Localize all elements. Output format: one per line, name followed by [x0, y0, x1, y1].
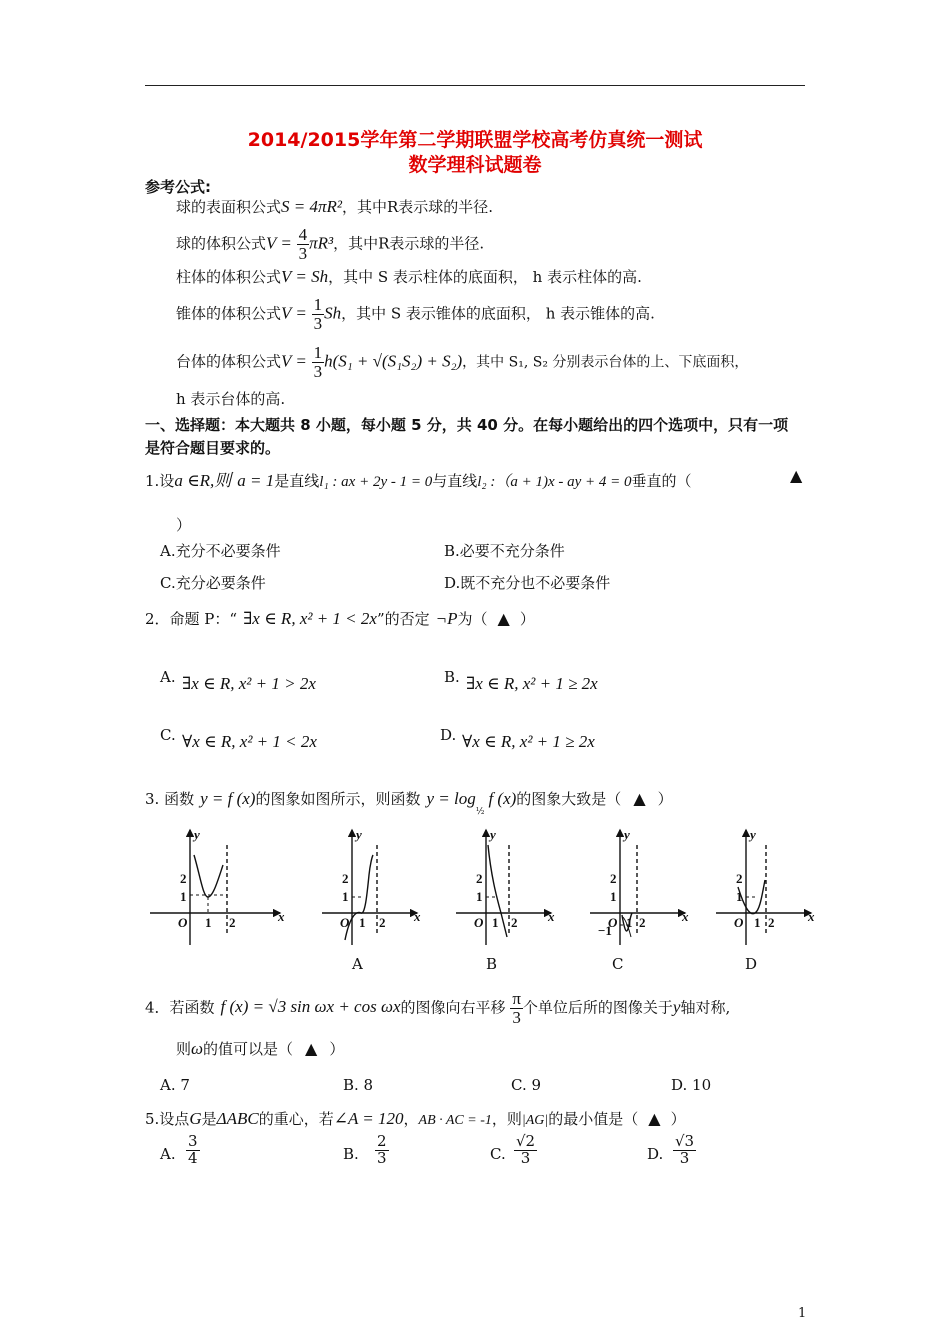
question-4: 4．若函数 f (x) = √3 sin ωx + cos ωx的图像向右平移 $\frac{\pi}{3}$ 个单位后所的图像关于y轴对称, — [145, 989, 731, 1027]
q2-option-a: ∃x ∈ R, x² + 1 > 2x — [182, 674, 316, 693]
axis-y-label-f: y — [194, 827, 200, 842]
q1-option-b: B.必要不充分条件 — [444, 542, 565, 560]
section-heading: 一、选择题：本大题共 8 小题，每小题 5 分，共 40 分。在每小题给出的四个选项中，只有一项 — [145, 416, 789, 434]
formula-cone: 锥体的体积公式V = $\frac{1}{3}$ Sh，其中 S 表示锥体的底面积， h 表示锥体的高. — [176, 295, 655, 333]
q4-option-d: D. 10 — [671, 1076, 712, 1094]
q2-option-b: ∃x ∈ R, x² + 1 ≥ 2x — [466, 674, 598, 693]
header-rule — [145, 85, 805, 86]
tick-y2-label-c: 2 — [610, 871, 617, 886]
q5-option-b: $\frac{2}{3}$ — [377, 1132, 387, 1167]
graph-label-b: B — [486, 955, 498, 973]
question-1: 1.设a ∈R,则 a = 1是直线l₁ : ax + 2y - 1 = 0与直线l₂ :（a + 1)x - ay + 4 = 0垂直的（ — [145, 471, 692, 490]
formulas-heading: 参考公式: — [145, 178, 211, 196]
question-2: 2．命题 P：“ ∃x ∈ R, x² + 1 < 2x”的否定 ¬P为（ ▲ ） — [145, 609, 535, 628]
graph-label-a: A — [352, 955, 363, 973]
answer-blank-1: ▲ — [790, 466, 803, 485]
question-3: 3. 函数 y = f (x)的图象如图所示，则函数 $y = \log_{\frac{1}{2}}f$ (x)的图象大致是（ ▲ ） — [145, 789, 673, 817]
question-4-line2: 则ω的值可以是（ ▲ ） — [176, 1039, 345, 1058]
tick-y1-label-c: 1 — [610, 889, 617, 904]
exam-title: 2014/2015学年第二学期联盟学校高考仿真统一测试 — [247, 129, 703, 151]
q1-option-a: A.充分不必要条件 — [160, 542, 281, 560]
q2-option-c: ∀x ∈ R, x² + 1 < 2x — [182, 732, 317, 751]
q5-option-c: $\frac{√2}{3}$ — [516, 1132, 536, 1167]
question-1-close: ） — [176, 516, 192, 534]
exam-subtitle: 数学理科试题卷 — [408, 154, 542, 176]
graph-b — [456, 830, 551, 945]
q5-option-c-label: C. — [490, 1145, 506, 1163]
tick-y2-label-b: 2 — [476, 871, 483, 886]
formula-sphere-area: 球的表面积公式S = 4πR²，其中R表示球的半径. — [176, 197, 494, 216]
graph-label-d: D — [745, 955, 758, 973]
axis-y-label-d: y — [750, 827, 756, 842]
tick-x2-label-d: 2 — [768, 915, 775, 930]
q5-option-b-label: B. — [343, 1145, 359, 1163]
axis-y-label-a: y — [356, 827, 362, 842]
origin-label-c: O — [608, 915, 618, 930]
q4-option-b: B. 8 — [343, 1076, 374, 1094]
tick-y1-label-d: 1 — [736, 889, 743, 904]
tick-y1-label-a: 1 — [342, 889, 349, 904]
tick-x2-label-b: 2 — [511, 915, 518, 930]
axis-x-label-c: x — [682, 909, 689, 924]
q4-option-a: A. 7 — [160, 1076, 190, 1094]
q3-graphs — [145, 825, 815, 975]
tick-y2-label-d: 2 — [736, 871, 743, 886]
tick-x2-label-a: 2 — [379, 915, 386, 930]
tick-y2-label-f: 2 — [180, 871, 187, 886]
question-5: 5.设点G是ΔABC的重心，若∠A = 120，AB · AC = -1，则|AG|的最小值是（ ▲ ） — [145, 1109, 686, 1128]
axis-x-label-d: x — [808, 909, 815, 924]
q5-option-d-label: D. — [647, 1145, 664, 1163]
tick-x2-label-f: 2 — [229, 915, 236, 930]
formula-frustum-note: h 表示台体的高. — [176, 390, 286, 408]
origin-label-a: O — [340, 915, 350, 930]
q5-option-d: $\frac{√3}{3}$ — [675, 1132, 695, 1167]
tick-y1-label-b: 1 — [476, 889, 483, 904]
graph-a — [322, 830, 417, 945]
q2-option-d-label: D. — [440, 726, 457, 744]
formula-prism: 柱体的体积公式V = Sh，其中 S 表示柱体的底面积， h 表示柱体的高. — [176, 267, 642, 286]
tick-x1-label-f: 1 — [205, 915, 212, 930]
q4-option-c: C. 9 — [511, 1076, 542, 1094]
tick-x1-label-a: 1 — [359, 915, 366, 930]
tick-x1-label-d: 1 — [754, 915, 761, 930]
tick-x1-label-b: 1 — [492, 915, 499, 930]
origin-label-f: O — [178, 915, 188, 930]
origin-label-d: O — [734, 915, 744, 930]
tick-ym1-label-c: −1 — [598, 923, 612, 938]
q5-option-a: $\frac{3}{4}$ — [188, 1132, 198, 1167]
tick-x2-label-c: 2 — [639, 915, 646, 930]
axis-y-label-b: y — [490, 827, 496, 842]
q1-option-d: D.既不充分也不必要条件 — [444, 574, 611, 592]
graph-f — [150, 830, 280, 945]
tick-y1-label-f: 1 — [180, 889, 187, 904]
tick-y2-label-a: 2 — [342, 871, 349, 886]
formula-frustum: 台体的体积公式V = $\frac{1}{3}$ h(S₁ + √(S₁S₂) + S₂)，其中 S₁, S₂ 分别表示台体的上、下底面积， — [176, 343, 749, 381]
page-number: 1 — [798, 1306, 807, 1321]
tick-x1-label-c: 1 — [626, 915, 633, 930]
q1-option-c: C.充分必要条件 — [160, 574, 266, 592]
q2-option-a-label: A. — [160, 668, 176, 686]
q2-option-d: ∀x ∈ R, x² + 1 ≥ 2x — [462, 732, 595, 751]
graph-d — [716, 830, 811, 945]
axis-x-label-f: x — [278, 909, 285, 924]
axis-y-label-c: y — [624, 827, 630, 842]
q2-option-c-label: C. — [160, 726, 176, 744]
q2-option-b-label: B. — [444, 668, 460, 686]
formula-sphere-volume: 球的体积公式V = $\frac{4}{3}$ πR³，其中R表示球的半径. — [176, 225, 485, 263]
origin-label-b: O — [474, 915, 484, 930]
q5-option-a-label: A. — [160, 1145, 176, 1163]
axis-x-label-b: x — [548, 909, 555, 924]
axis-x-label-a: x — [414, 909, 421, 924]
graph-label-c: C — [612, 955, 624, 973]
section-heading-cont: 是符合题目要求的。 — [145, 439, 281, 457]
